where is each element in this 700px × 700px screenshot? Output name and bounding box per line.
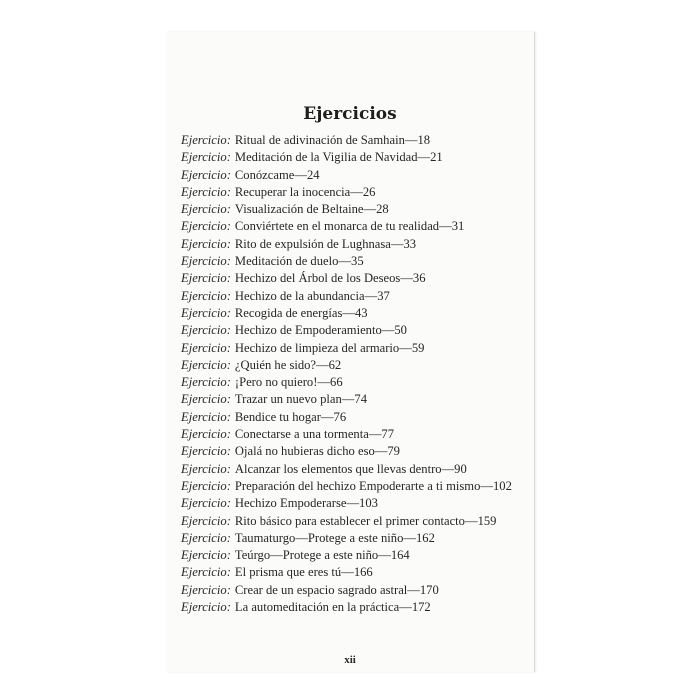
- exercise-entry: [181, 288, 512, 305]
- exercise-title: Ritual de adivinación de Samhain: [234, 133, 405, 147]
- em-dash: —: [320, 409, 334, 424]
- exercise-entry: [181, 478, 512, 495]
- exercise-entry: [181, 253, 512, 270]
- exercise-entry: [181, 236, 512, 253]
- exercise-label: Ejercicio:: [181, 409, 231, 424]
- exercise-page: 172: [411, 600, 431, 615]
- exercise-title: ¿Quién he sido?: [234, 357, 317, 372]
- exercise-list: [181, 132, 512, 616]
- exercise-label: Ejercicio:: [181, 427, 231, 442]
- em-dash: —: [346, 496, 360, 511]
- exercise-label: Ejercicio:: [181, 236, 231, 251]
- exercise-title: Rito de expulsión de Lughnasa: [234, 236, 391, 251]
- exercise-entry: [181, 340, 512, 357]
- exercise-title: Hechizo del Árbol de los Deseos: [234, 271, 401, 286]
- exercise-title: Recogida de energías: [234, 305, 343, 320]
- exercise-label: Ejercicio:: [181, 288, 231, 303]
- exercise-title: Recuperar la inocencia: [234, 184, 351, 199]
- em-dash: —: [407, 582, 420, 597]
- em-dash: —: [381, 323, 395, 338]
- exercise-page: 76: [333, 409, 347, 424]
- exercise-label: Ejercicio:: [181, 340, 231, 355]
- exercise-page: 35: [351, 254, 364, 269]
- exercise-label: Ejercicio:: [181, 444, 231, 459]
- exercise-title: Ojalá no hubieras dicho eso: [234, 444, 375, 459]
- exercise-title: Preparación del hechizo Empoderarte a ti mismo: [234, 478, 481, 493]
- exercise-page: 79: [387, 444, 400, 459]
- exercise-title: El prisma que eres tú: [234, 565, 342, 580]
- exercise-page: 159: [477, 513, 497, 528]
- exercise-page: 59: [411, 340, 425, 355]
- em-dash: —: [404, 133, 418, 147]
- exercise-page: 36: [412, 271, 426, 286]
- exercise-entry: [181, 564, 512, 581]
- exercise-title: Conviértete en el monarca de tu realidad: [234, 219, 440, 234]
- exercise-entry: [181, 270, 512, 287]
- exercise-label: Ejercicio:: [181, 133, 231, 147]
- exercise-entry: [181, 167, 512, 184]
- exercise-label: Ejercicio:: [181, 530, 231, 545]
- em-dash: —: [403, 530, 416, 545]
- exercise-page: 33: [403, 236, 417, 251]
- em-dash: —: [399, 340, 412, 355]
- exercise-entry: [181, 547, 512, 564]
- exercise-title: La automeditación en la práctica: [234, 600, 400, 615]
- exercise-entry: [181, 443, 512, 460]
- em-dash: —: [338, 254, 352, 269]
- exercise-label: Ejercicio:: [181, 167, 231, 182]
- exercise-page: 62: [328, 357, 342, 372]
- exercise-label: Ejercicio:: [181, 548, 231, 563]
- em-dash: —: [441, 461, 455, 476]
- page-number: xii: [344, 654, 356, 666]
- em-dash: —: [390, 236, 404, 251]
- exercise-entry: [181, 305, 512, 322]
- exercise-title: Bendice tu hogar: [234, 409, 321, 424]
- exercise-page: 31: [451, 219, 465, 234]
- exercise-entry: [181, 461, 512, 478]
- exercise-label: Ejercicio:: [181, 305, 231, 320]
- exercise-page: 43: [354, 305, 368, 320]
- exercise-entry: [181, 374, 512, 391]
- exercise-title: Hechizo Empoderarse: [234, 496, 347, 511]
- exercise-label: Ejercicio:: [181, 271, 231, 286]
- exercise-page: 90: [454, 461, 467, 476]
- em-dash: —: [342, 305, 355, 320]
- exercise-entry: [181, 599, 512, 616]
- exercise-title: Hechizo de Empoderamiento: [234, 323, 382, 338]
- exercise-title: Taumaturgo—Protege a este niño: [234, 530, 404, 545]
- exercise-page: 24: [306, 167, 320, 182]
- exercise-label: Ejercicio:: [181, 461, 231, 476]
- exercise-label: Ejercicio:: [181, 565, 231, 580]
- em-dash: —: [374, 444, 388, 459]
- exercise-entry: [181, 132, 512, 149]
- em-dash: —: [439, 219, 452, 234]
- exercise-title: Trazar un nuevo plan: [234, 392, 342, 407]
- em-dash: —: [378, 548, 391, 563]
- exercise-entry: [181, 201, 512, 218]
- em-dash: —: [368, 427, 382, 442]
- em-dash: —: [350, 184, 363, 199]
- exercise-page: 50: [394, 323, 407, 338]
- exercise-title: Visualización de Beltaine: [234, 202, 364, 217]
- exercise-label: Ejercicio:: [181, 202, 231, 217]
- exercise-label: Ejercicio:: [181, 323, 231, 338]
- em-dash: —: [464, 513, 478, 528]
- exercise-entry: [181, 149, 512, 166]
- exercise-page: 164: [390, 548, 410, 563]
- exercise-title: Hechizo de limpieza del armario: [234, 340, 400, 355]
- exercise-label: Ejercicio:: [181, 392, 231, 407]
- exercise-title: Hechizo de la abundancia: [234, 288, 365, 303]
- em-dash: —: [480, 478, 493, 493]
- exercise-title: Crear de un espacio sagrado astral: [234, 582, 408, 597]
- page-title: Ejercicios: [303, 104, 397, 124]
- exercise-entry: [181, 322, 512, 339]
- exercise-entry: [181, 357, 512, 374]
- exercise-title: Rito básico para establecer el primer contacto: [234, 513, 465, 528]
- exercise-title: ¡Pero no quiero!: [234, 375, 318, 390]
- exercise-title: Conectarse a una tormenta: [234, 427, 369, 442]
- exercise-entry: [181, 218, 512, 235]
- exercise-page: 18: [417, 133, 431, 147]
- exercise-page: 26: [362, 184, 376, 199]
- exercise-title: Alcanzar los elementos que llevas dentro: [234, 461, 442, 476]
- exercise-label: Ejercicio:: [181, 582, 231, 597]
- exercise-label: Ejercicio:: [181, 496, 231, 511]
- exercise-label: Ejercicio:: [181, 184, 231, 199]
- exercise-entry: [181, 426, 512, 443]
- em-dash: —: [341, 392, 355, 407]
- exercise-entry: [181, 495, 512, 512]
- exercise-page: 21: [430, 150, 443, 165]
- exercise-page: 170: [419, 582, 439, 597]
- exercise-page: 166: [353, 565, 373, 580]
- em-dash: —: [317, 375, 331, 390]
- book-page: [166, 32, 535, 672]
- exercise-label: Ejercicio:: [181, 150, 231, 165]
- em-dash: —: [341, 565, 354, 580]
- exercise-title: Teúrgo—Protege a este niño: [234, 548, 379, 563]
- exercise-page: 103: [359, 496, 378, 511]
- em-dash: —: [364, 288, 378, 303]
- em-dash: —: [316, 357, 329, 372]
- exercise-entry: [181, 409, 512, 426]
- exercise-label: Ejercicio:: [181, 375, 231, 390]
- exercise-title: Conózcame: [234, 167, 295, 182]
- exercise-label: Ejercicio:: [181, 219, 231, 234]
- exercise-entry: [181, 582, 512, 599]
- exercise-title: Meditación de la Vigilia de Navidad: [234, 150, 418, 165]
- em-dash: —: [363, 202, 377, 217]
- exercise-label: Ejercicio:: [181, 478, 231, 493]
- exercise-page: 77: [381, 427, 395, 442]
- exercise-page: 37: [377, 288, 390, 303]
- em-dash: —: [294, 167, 307, 182]
- exercise-title: Meditación de duelo: [234, 254, 339, 269]
- exercise-page: 74: [354, 392, 367, 407]
- exercise-label: Ejercicio:: [181, 513, 231, 528]
- exercise-page: 66: [330, 375, 343, 390]
- exercise-entry: [181, 391, 512, 408]
- exercise-page: 28: [376, 202, 389, 217]
- exercise-page: 102: [492, 478, 512, 493]
- em-dash: —: [417, 150, 431, 165]
- exercise-entry: [181, 530, 512, 547]
- exercise-label: Ejercicio:: [181, 600, 231, 615]
- exercise-label: Ejercicio:: [181, 357, 231, 372]
- exercise-entry: [181, 513, 512, 530]
- exercise-label: Ejercicio:: [181, 254, 231, 269]
- em-dash: —: [400, 271, 413, 286]
- exercise-entry: [181, 184, 512, 201]
- exercise-page: 162: [416, 530, 435, 545]
- em-dash: —: [399, 600, 412, 615]
